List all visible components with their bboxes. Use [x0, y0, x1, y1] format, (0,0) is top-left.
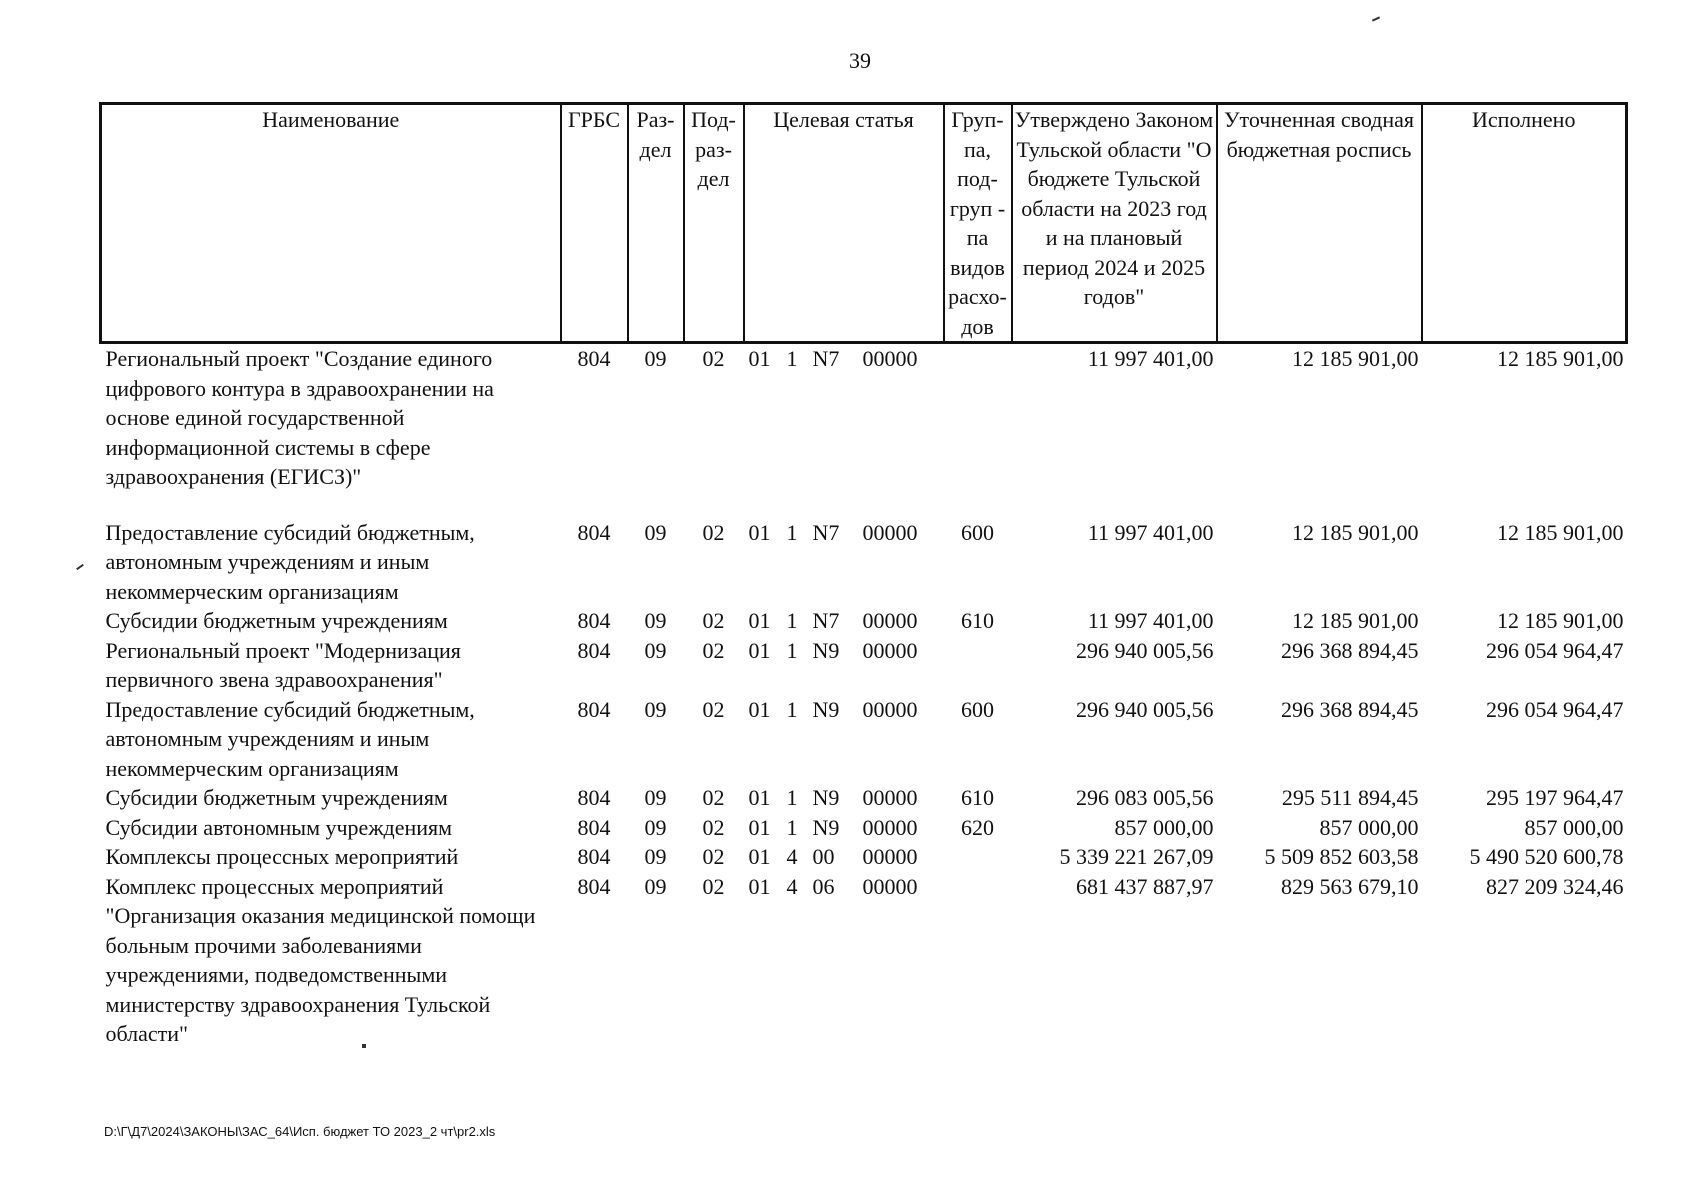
target-program: 01: [748, 785, 771, 810]
row-name: Предоставление субсидий бюджетным, автономным учреждениям и иным некоммерческим организациям: [105, 696, 475, 781]
row-podrazdel: 02: [702, 637, 725, 663]
target-direction: 00000: [862, 696, 918, 722]
row-expense-group: 620: [961, 814, 994, 840]
target-direction: 00000: [862, 814, 918, 840]
row-podrazdel: 02: [702, 696, 725, 722]
row-name: Региональный проект "Модернизация первичного звена здравоохранения": [105, 637, 461, 692]
footer-file-path: D:\Г\Д7\2024\ЗАКОНЫ\ЗАС_64\Исп. бюджет ТО 2023_2 чт\pr2.xls: [104, 1124, 496, 1139]
row-podrazdel: 02: [702, 844, 725, 869]
row-expense-group: [944, 842, 1012, 872]
scan-mark: [1372, 16, 1380, 21]
row-approved: 296 940 005,56: [1076, 696, 1214, 722]
header-executed: Исполнено: [1422, 104, 1627, 343]
row-approved: 296 940 005,56: [1076, 637, 1214, 663]
row-executed: 12 185 901,00: [1497, 346, 1624, 371]
row-grbs: 804: [577, 696, 611, 722]
row-refined: 296 368 894,45: [1281, 696, 1419, 722]
row-podrazdel: 02: [702, 873, 725, 899]
row-grbs: 804: [577, 519, 611, 545]
header-razdel: Раз-дел: [628, 104, 684, 343]
row-refined: 12 185 901,00: [1292, 519, 1419, 545]
row-expense-group: [944, 636, 1012, 695]
table-row: [101, 695, 1627, 784]
row-grbs: 804: [577, 814, 611, 840]
row-razdel: 09: [644, 814, 667, 840]
target-event: N7: [812, 346, 840, 371]
row-razdel: 09: [644, 608, 667, 633]
row-razdel: 09: [644, 785, 667, 810]
row-refined: 857 000,00: [1319, 814, 1419, 840]
page-number: 39: [849, 48, 871, 73]
row-razdel: 09: [644, 873, 667, 899]
table-row: [101, 872, 1627, 1049]
row-podrazdel: 02: [702, 608, 725, 633]
target-program: 01: [748, 696, 771, 722]
row-approved: 857 000,00: [1114, 814, 1214, 840]
row-target-article: [744, 606, 944, 636]
row-target-article: [744, 842, 944, 872]
row-approved: 681 437 887,97: [1076, 873, 1214, 899]
row-name: Субсидии бюджетным учреждениям: [105, 785, 448, 810]
target-subprogram: 1: [786, 346, 798, 371]
row-expense-group: 610: [961, 785, 994, 810]
table-row: [101, 842, 1627, 872]
row-target-article: [744, 636, 944, 695]
target-event: N7: [812, 519, 840, 545]
row-approved: 5 339 221 267,09: [1059, 844, 1214, 869]
row-razdel: 09: [644, 346, 667, 371]
row-refined: 12 185 901,00: [1292, 346, 1419, 371]
row-razdel: 09: [644, 844, 667, 869]
row-refined: 829 563 679,10: [1281, 873, 1419, 899]
spacer-cell: [101, 492, 1627, 518]
target-subprogram: 1: [786, 696, 798, 722]
row-refined: 12 185 901,00: [1292, 608, 1419, 633]
target-event: 06: [812, 873, 835, 899]
row-podrazdel: 02: [702, 814, 725, 840]
row-executed: 827 209 324,46: [1486, 873, 1624, 899]
row-refined: 5 509 852 603,58: [1264, 844, 1419, 869]
row-razdel: 09: [644, 696, 667, 722]
row-expense-group: [944, 872, 1012, 1049]
row-executed: 296 054 964,47: [1486, 696, 1624, 722]
header-expense-group: Груп-па, под-груп - па видов расхо-дов: [944, 104, 1012, 343]
row-expense-group: [944, 343, 1012, 492]
row-podrazdel: 02: [702, 519, 725, 545]
target-program: 01: [748, 844, 771, 869]
header-target-article: Целевая статья: [744, 104, 944, 343]
target-subprogram: 4: [786, 873, 798, 899]
row-podrazdel: 02: [702, 346, 725, 371]
row-target-article: [744, 783, 944, 813]
budget-table: [99, 102, 1628, 1049]
target-subprogram: 1: [786, 814, 798, 840]
target-direction: 00000: [862, 637, 918, 663]
table-body: [101, 343, 1627, 1049]
target-program: 01: [748, 608, 771, 633]
row-grbs: 804: [577, 346, 611, 371]
row-executed: 296 054 964,47: [1486, 637, 1624, 663]
row-grbs: 804: [577, 844, 611, 869]
header-refined: Уточненная сводная бюджетная роспись: [1217, 104, 1422, 343]
target-subprogram: 1: [786, 637, 798, 663]
row-razdel: 09: [644, 637, 667, 663]
target-direction: 00000: [862, 608, 918, 633]
target-direction: 00000: [862, 873, 918, 899]
scan-mark: [76, 564, 84, 570]
target-direction: 00000: [862, 346, 918, 371]
row-refined: 296 368 894,45: [1281, 637, 1419, 663]
target-subprogram: 1: [786, 785, 798, 810]
row-name: Комплексы процессных мероприятий: [105, 844, 459, 869]
row-name: Субсидии автономным учреждениям: [105, 814, 453, 840]
row-razdel: 09: [644, 519, 667, 545]
target-program: 01: [748, 814, 771, 840]
row-grbs: 804: [577, 637, 611, 663]
row-name: Региональный проект "Создание единого цифрового контура в здравоохранении на основе единой государственной информационной системы в сфере здравоохранения (ЕГИСЗ)": [105, 346, 494, 489]
row-target-article: [744, 813, 944, 843]
table-row: [101, 518, 1627, 607]
row-name: Субсидии бюджетным учреждениям: [105, 608, 448, 633]
target-event: N7: [812, 608, 840, 633]
row-target-article: [744, 872, 944, 1049]
row-target-article: [744, 695, 944, 784]
row-spacer: [101, 492, 1627, 518]
table-row: [101, 783, 1627, 813]
row-grbs: 804: [577, 785, 611, 810]
row-refined: 295 511 894,45: [1281, 785, 1419, 810]
header-podrazdel: Под-раз-дел: [684, 104, 744, 343]
row-podrazdel: 02: [702, 785, 725, 810]
target-program: 01: [748, 519, 771, 545]
row-name: Комплекс процессных мероприятий "Организация оказания медицинской помощи больным прочими заболеваниями учреждениями, подведомственными министерству здравоохранения Тульской области": [105, 873, 536, 1046]
header-approved: Утверждено Законом Тульской области "О бюджете Тульской области на 2023 год и на плановый период 2024 и 2025 годов": [1012, 104, 1217, 343]
header-grbs: ГРБС: [561, 104, 628, 343]
target-event: N9: [812, 637, 840, 663]
row-target-article: [744, 518, 944, 607]
target-direction: 00000: [862, 844, 918, 869]
row-grbs: 804: [577, 873, 611, 899]
target-event: N9: [812, 785, 840, 810]
table-row: [101, 636, 1627, 695]
row-approved: 11 997 401,00: [1087, 346, 1214, 371]
row-expense-group: 610: [961, 608, 994, 633]
row-grbs: 804: [577, 608, 611, 633]
target-program: 01: [748, 346, 771, 371]
target-program: 01: [748, 873, 771, 899]
row-approved: 11 997 401,00: [1087, 519, 1214, 545]
target-subprogram: 1: [786, 519, 798, 545]
row-executed: 12 185 901,00: [1497, 519, 1624, 545]
target-event: 00: [812, 844, 835, 869]
target-event: N9: [812, 696, 840, 722]
target-direction: 00000: [862, 785, 918, 810]
row-expense-group: 600: [961, 696, 994, 722]
target-program: 01: [748, 637, 771, 663]
target-subprogram: 1: [786, 608, 798, 633]
table-row: [101, 606, 1627, 636]
row-approved: 296 083 005,56: [1076, 785, 1214, 810]
row-executed: 12 185 901,00: [1497, 608, 1624, 633]
table-header-row: [101, 104, 1627, 343]
table-row: [101, 813, 1627, 843]
target-subprogram: 4: [786, 844, 798, 869]
table-row: [101, 343, 1627, 492]
row-executed: 295 197 964,47: [1486, 785, 1624, 810]
row-name: Предоставление субсидий бюджетным, автономным учреждениям и иным некоммерческим организациям: [105, 519, 475, 604]
row-expense-group: 600: [961, 519, 994, 545]
row-executed: 857 000,00: [1524, 814, 1624, 840]
row-approved: 11 997 401,00: [1087, 608, 1214, 633]
row-target-article: [744, 343, 944, 492]
target-direction: 00000: [862, 519, 918, 545]
header-name: Наименование: [101, 104, 561, 343]
row-executed: 5 490 520 600,78: [1469, 844, 1624, 869]
target-event: N9: [812, 814, 840, 840]
